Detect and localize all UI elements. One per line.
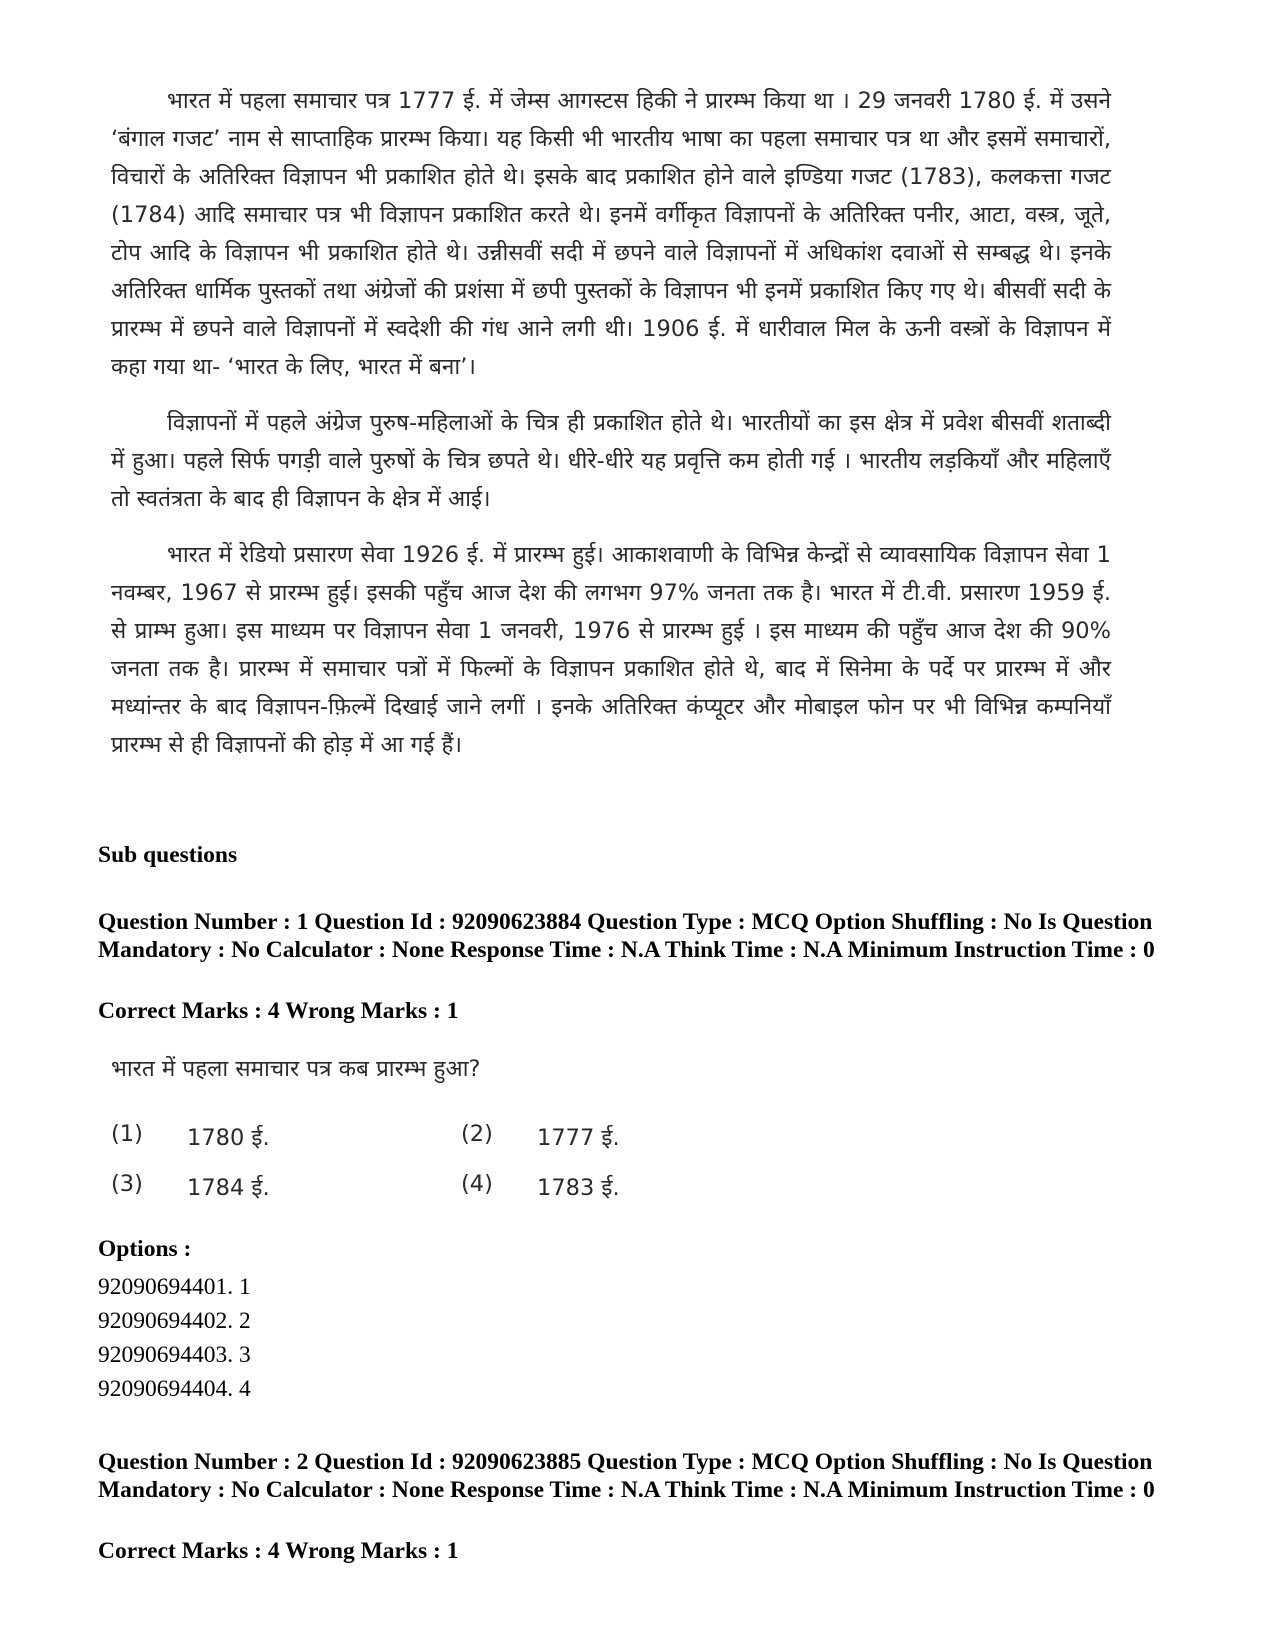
question-1-body [111,1052,811,1211]
passage-paragraph: भारत में रेडियो प्रसारण सेवा 1926 ई. में प्रारम्भ हुई। आकाशवाणी के विभिन्न केन्द्रों से व्यावसायिक विज्ञापन सेवा 1 नवम्बर, 1967 से प्रारम्भ हुई। इसकी पहुँच आज देश की लगभग 97% जनता तक है। भारत में टी.वी. प्रसारण 1959 ई. से प्राम्भ हुआ। इस माध्यम पर विज्ञापन सेवा 1 जनवरी, 1976 से प्रारम्भ हुई । इस माध्यम की पहुँच आज देश की 90% जनता तक है। प्रारम्भ में समाचार पत्रों में फिल्मों के विज्ञापन प्रकाशित होते थे, बाद में सिनेमा के पर्दे पर प्रारम्भ में और मध्यांन्तर के बाद विज्ञापन-फ़िल्में दिखाई जाने लगीं । इनके अतिरिक्त कंप्यूटर और मोबाइल फोन पर भी विभिन्न कम्पनियाँ प्रारम्भ से ही विज्ञापनों की होड़ में आ गई हैं। [111,542,1111,758]
choice-row [111,1161,811,1211]
choice-number: (4) [461,1170,493,1197]
passage-paragraph: विज्ञापनों में पहले अंग्रेज पुरुष-महिलाओं के चित्र ही प्रकाशित होते थे। भारतीयों का इस क्षेत्र में प्रवेश बीसवीं शताब्दी में हुआ। पहले सिर्फ पगड़ी वाले पुरुषों के चित्र छपते थे। धीरे-धीरे यह प्रवृत्ति कम होती गई । भारतीय लड़कियाँ और महिलाएँ तो स्वतंत्रता के बाद ही विज्ञापन के क्षेत्र में आई। [111,410,1111,512]
choice-1 [111,1121,461,1152]
choice-row [111,1111,811,1161]
choice-text: 1777 ई. [537,1124,620,1151]
sub-questions-heading: Sub questions [98,842,238,868]
passage-paragraph: भारत में पहला समाचार पत्र 1777 ई. में जेम्स आगस्टस हिकी ने प्रारम्भ किया था । 29 जनवरी 1780 ई. में उसने ‘बंगाल गजट’ नाम से साप्ताहिक प्रारम्भ किया। यह किसी भी भारतीय भाषा का पहला समाचार पत्र था और इसमें समाचारों, विचारों के अतिरिक्त विज्ञापन भी प्रकाशित होते थे। इसके बाद प्रकाशित होने वाले इण्डिया गजट (1783), कलकत्ता गजट (1784) आदि समाचार पत्र भी विज्ञापन प्रकाशित करते थे। इनमें वर्गीकृत विज्ञापनों के अतिरिक्त पनीर, आटा, वस्त्र, जूते, टोप आदि के विज्ञापन भी प्रकाशित होते थे। उन्नीसवीं सदी में छपने वाले विज्ञापनों में अधिकांश दवाओं से सम्बद्ध थे। इनके अतिरिक्त धार्मिक पुस्तकों तथा अंग्रेजों की प्रशंसा में छपी पुस्तकों के विज्ञापन भी इनमें प्रकाशित किए गए थे। बीसवीं सदी के प्रारम्भ में छपने वाले विज्ञापनों में स्वदेशी की गंध आने लगी थी। 1906 ई. में धारीवाल मिल के ऊनी वस्त्रों के विज्ञापन में कहा गया था- ‘भारत के लिए, भारत में बना’। [111,88,1111,380]
option-id-list [98,1270,251,1406]
choice-number: (3) [111,1170,143,1197]
question-2-marks: Correct Marks : 4 Wrong Marks : 1 [98,1538,459,1564]
option-id: 92090694403. 3 [98,1342,251,1368]
option-id: 92090694402. 2 [98,1308,251,1334]
options-heading: Options : [98,1236,192,1262]
choice-text: 1783 ई. [537,1174,620,1201]
choice-2 [461,1121,811,1152]
question-2-meta: Question Number : 2 Question Id : 92090623885 Question Type : MCQ Option Shuffling : No Is Question Mandatory : No Calculator : None Response Time : N.A Think Time : N.A Minimum Instruction Time : 0 [98,1449,1155,1503]
option-id: 92090694401. 1 [98,1274,251,1300]
reading-passage [111,82,1111,782]
option-id: 92090694404. 4 [98,1376,251,1402]
question-1-marks: Correct Marks : 4 Wrong Marks : 1 [98,998,459,1024]
choice-text: 1784 ई. [187,1174,270,1201]
question-1-meta: Question Number : 1 Question Id : 92090623884 Question Type : MCQ Option Shuffling : No Is Question Mandatory : No Calculator : None Response Time : N.A Think Time : N.A Minimum Instruction Time : 0 [98,909,1155,963]
choice-number: (1) [111,1120,143,1147]
choice-number: (2) [461,1120,493,1147]
choice-4 [461,1171,811,1202]
question-1-stem: भारत में पहला समाचार पत्र कब प्रारम्भ हुआ? [111,1056,481,1082]
choice-3 [111,1171,461,1202]
choice-text: 1780 ई. [187,1124,270,1151]
